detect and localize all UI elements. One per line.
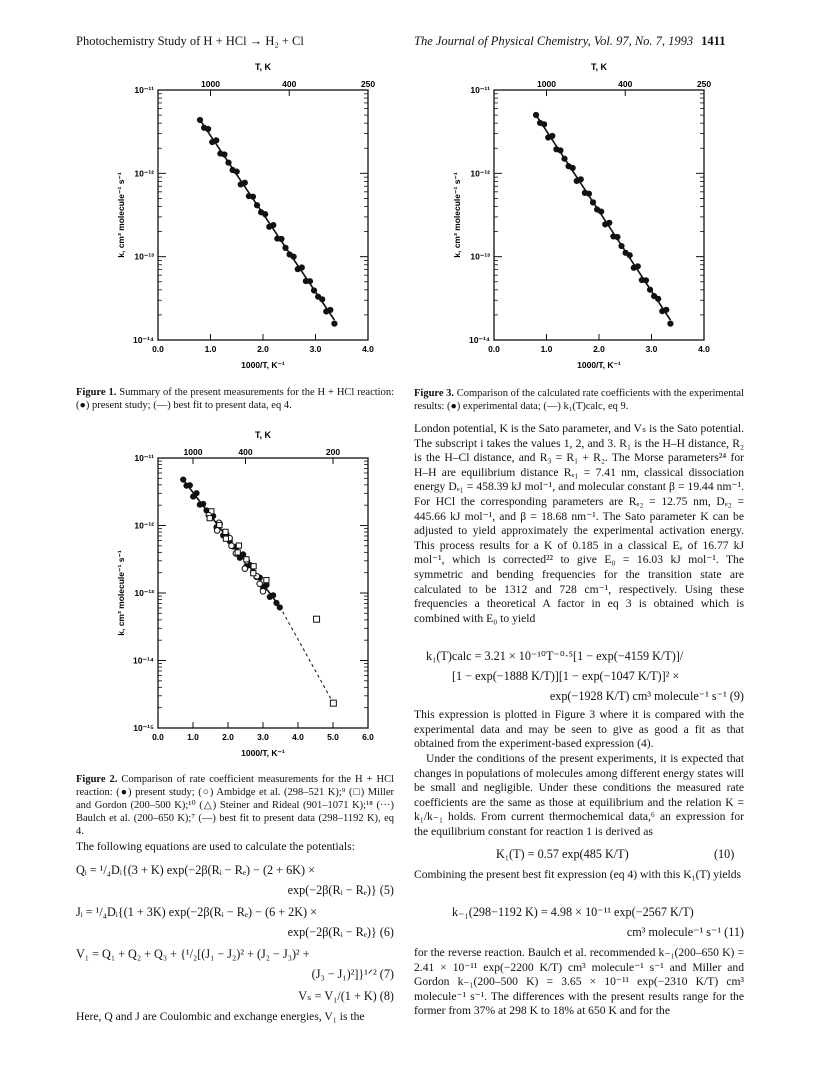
fig2-open-square xyxy=(264,578,269,583)
fig1-data-point xyxy=(234,168,240,174)
fig1-y-tick-label: 10⁻¹³ xyxy=(134,251,154,262)
fig2-open-circle xyxy=(214,528,220,534)
fig2-x-tick-label: 0.0 xyxy=(152,732,164,742)
page-number: 1411 xyxy=(701,34,726,48)
fig3-x-tick-label: 1.0 xyxy=(540,344,553,354)
fig1-y-tick-label: 10⁻¹² xyxy=(134,168,154,179)
fig3-x-tick-label: 2.0 xyxy=(593,344,605,354)
fig2-y-tick-label: 10⁻¹⁴ xyxy=(133,655,154,666)
fig1-data-point xyxy=(254,202,260,208)
fig1-top-tick-label: 250 xyxy=(360,79,376,89)
fig3-top-tick-label: 400 xyxy=(618,79,633,89)
right-paragraph-2: This expression is plotted in Figure 3 where it is compared with the experimental data and may be seen to give as good a fit as that obtained from the experiment-based expression (4). xyxy=(414,708,744,751)
fig1-x-tick-label: 4.0 xyxy=(362,344,374,354)
fig3-data-point xyxy=(667,321,673,327)
fig3-x-axis-title: 1000/T, K⁻¹ xyxy=(577,360,621,370)
fig1-top-tick-label: 400 xyxy=(282,79,297,89)
fig3-data-point xyxy=(533,112,539,118)
figure-2-svg xyxy=(110,428,380,758)
fig3-y-axis-title: k, cm³ molecule⁻¹ s⁻¹ xyxy=(452,172,462,258)
figure-1-caption-text: Summary of the present measurements for the H + HCl reaction: (●) present study; (—) best fit to present data, eq 4. xyxy=(76,387,394,411)
fig2-open-square xyxy=(207,516,212,521)
fig3-data-point xyxy=(561,156,567,162)
fig2-top-tick-label: 1000 xyxy=(183,447,203,457)
fig2-x-tick-label: 1.0 xyxy=(187,732,199,742)
fig1-x-tick-label: 0.0 xyxy=(152,344,164,354)
fig3-data-point xyxy=(541,121,547,127)
fig1-data-point xyxy=(205,126,211,132)
figure-2-caption-text: Comparison of rate coefficient measurements for the H + HCl reaction: (●) present study; (○) Ambidge et al. (298–521 K);⁹ (□) Miller and Gordon (200–500 K);¹⁰ (△) Steiner and Rideal (901–1071 K);¹⁸ (···) Baulch et al. (200–650 K);⁷ (—) best fit to present data (298–1192 K), eq 4. xyxy=(76,774,394,837)
fig3-x-tick-label: 4.0 xyxy=(698,344,710,354)
fig1-y-tick-label: 10⁻¹⁴ xyxy=(133,335,154,345)
figure-3-svg xyxy=(446,60,716,370)
fig2-open-square xyxy=(251,564,256,569)
fig1-data-point xyxy=(307,278,313,284)
equation-6-line-1: Jᵢ = ¹/₄Dᵢ{(1 + 3K) exp(−2β(Rᵢ − Rₑ) − (6 + 2K) × xyxy=(76,905,318,919)
figure-3-label: Figure 3. xyxy=(414,388,455,399)
fig2-data-point xyxy=(193,490,199,496)
figure-1-plot xyxy=(110,60,380,370)
fig1-y-axis-title: k, cm³ molecule⁻¹ s⁻¹ xyxy=(116,172,126,258)
figure-2-caption xyxy=(76,773,394,838)
fig2-open-square xyxy=(236,543,241,548)
fig3-data-point xyxy=(598,208,604,214)
fig2-open-square xyxy=(314,616,320,622)
fig2-open-square xyxy=(330,700,336,706)
journal-name: The Journal of Physical Chemistry, Vol. 97, No. 7, 1993 xyxy=(414,34,694,48)
fig2-x-tick-label: 6.0 xyxy=(362,732,374,742)
fig2-open-square xyxy=(244,557,249,562)
fig3-top-tick-label: 1000 xyxy=(537,79,556,89)
fig3-data-point xyxy=(663,307,669,313)
fig3-frame xyxy=(494,90,704,340)
equation-6-line-2: exp(−2β(Rᵢ − Rₑ)} (6) xyxy=(287,925,394,939)
fig2-data-point xyxy=(270,592,276,598)
fig1-data-point xyxy=(282,245,288,251)
fig1-data-point xyxy=(319,296,325,302)
equation-9-line-1: k₁(T)calc = 3.21 × 10⁻¹⁰T⁻⁰·⁵[1 − exp(−4159 K/T)]/ xyxy=(426,649,684,663)
fig2-open-circle xyxy=(229,543,235,549)
figure-3-caption-text: Comparison of the calculated rate coefficients with the experimental results: (●) experimental data; (—) k₁(T)calc, eq 9. xyxy=(414,388,745,412)
figure-1-caption xyxy=(76,386,394,412)
fig2-open-circle xyxy=(257,581,263,587)
equation-11-line-1: k₋₁(298−1192 K) = 4.98 × 10⁻¹¹ exp(−2567 K/T) xyxy=(452,905,694,919)
figure-3-plot xyxy=(446,60,716,370)
left-intro: The following equations are used to calculate the potentials: xyxy=(76,840,355,853)
fig3-data-point xyxy=(647,287,653,293)
fig1-data-point xyxy=(327,307,333,313)
fig2-dashed-line xyxy=(280,607,334,704)
fig3-top-tick-label: 250 xyxy=(696,79,712,89)
equation-7-line-1: V₁ = Q₁ + Q₂ + Q₃ + {¹/₂[(J₁ − J₂)² + (J₂ − J₃)² + xyxy=(76,947,310,961)
right-paragraph-5: for the reverse reaction. Baulch et al. recommended k₋₁(200–650 K) = 2.41 × 10⁻¹¹ exp(−2200 K/T) cm³ molecule⁻¹ s⁻¹ and Miller and Gordon k₋₁(200–500 K) = 3.65 × 10⁻¹¹ exp(−2310 K/T) cm³ molecule⁻¹ s⁻¹. The differences with the present results range for the former from 37% at 298 K to 18% at 650 K and for the xyxy=(414,946,744,1018)
fig1-top-tick-label: 1000 xyxy=(201,79,220,89)
fig1-data-point xyxy=(299,264,305,270)
fig2-open-circle xyxy=(242,566,248,572)
fig3-data-point xyxy=(586,191,592,197)
fig2-open-square xyxy=(235,550,240,555)
fig1-x-tick-label: 3.0 xyxy=(309,344,322,354)
fig2-top-tick-label: 400 xyxy=(238,447,253,457)
equation-11-line-2: cm³ molecule⁻¹ s⁻¹ (11) xyxy=(626,925,744,939)
equation-5-line-1: Qᵢ = ¹/₄Dᵢ{(3 + K) exp(−2β(Rᵢ − Rₑ) − (2 + 6K) × xyxy=(76,863,315,877)
fig3-data-point xyxy=(549,133,555,139)
fig1-data-point xyxy=(262,211,268,217)
fig1-data-point xyxy=(242,180,248,186)
fig2-y-axis-title: k, cm³ molecule⁻¹ s⁻¹ xyxy=(116,550,126,636)
fig3-y-tick-label: 10⁻¹¹ xyxy=(470,85,490,95)
fig2-open-circle xyxy=(260,588,266,594)
equation-10: K₁(T) = 0.57 exp(485 K/T) xyxy=(496,847,629,861)
equation-9-line-2: [1 − exp(−1888 K/T)][1 − exp(−1047 K/T)]² × xyxy=(452,669,680,683)
fig3-y-tick-label: 10⁻¹⁴ xyxy=(469,335,490,345)
fig1-x-axis-title: 1000/T, K⁻¹ xyxy=(241,360,285,370)
equation-9-line-3: exp(−1928 K/T) cm³ molecule⁻¹ s⁻¹ (9) xyxy=(549,689,744,703)
fig2-x-tick-label: 5.0 xyxy=(327,732,339,742)
fig2-y-tick-label: 10⁻¹¹ xyxy=(134,453,154,463)
running-head: Photochemistry Study of H + HCl → H₂ + Cl xyxy=(76,34,304,48)
fig2-x-axis-title: 1000/T, K⁻¹ xyxy=(241,748,285,758)
fig3-data-point xyxy=(557,147,563,153)
fig2-open-square xyxy=(223,536,228,541)
fig1-y-tick-label: 10⁻¹¹ xyxy=(134,85,154,95)
fig3-data-point xyxy=(614,234,620,240)
right-paragraph-1: London potential, K is the Sato parameter, and Vₛ is the Sato potential. The subscript i takes the values 1, 2, and 3. R₁ is the H–H distance, R₂ is the H–Cl distance, and R₃ = R₁ + R₂. The Morse parameters²⁴ for H–H are equilibrium distance Rₑ₁ = 7.41 nm, classical dissociation energy Dₑ₁ = 458.39 kJ mol⁻¹, and molecular constant β = 19.44 nm⁻¹. For HCl the corresponding parameters are Rₑ₂ = 12.75 nm, Dₑ₂ = 445.66 kJ mol⁻¹, and β = 18.68 nm⁻¹. The Sato parameter K can be adjusted to yield approximately the experimental activation energy. This process results for a K of 0.185 in a classical Eₑ of 16.77 kJ mol⁻¹, which is corrected²² to give E₀ = 16.03 kJ mol⁻¹. The symmetric and bending frequencies for the transition state are calculated to be 1312 and 728 cm⁻¹, respectively. Using these frequencies a theoretical A factor in eq 3 is obtained which is combined with E₀ to yield xyxy=(414,422,744,625)
fig2-y-tick-label: 10⁻¹³ xyxy=(134,588,154,598)
fig2-open-square xyxy=(251,571,256,576)
fig2-top-tick-label: 200 xyxy=(325,447,341,457)
fig1-top-axis-title: T, K xyxy=(254,62,272,72)
fig2-top-axis-title: T, K xyxy=(254,430,272,440)
fig3-data-point xyxy=(635,263,641,269)
fig1-x-tick-label: 1.0 xyxy=(204,344,217,354)
figure-3-caption xyxy=(414,387,744,413)
fig1-data-point xyxy=(278,236,284,242)
fig1-data-point xyxy=(213,137,219,143)
fig1-data-point xyxy=(311,287,317,293)
fig3-x-tick-label: 0.0 xyxy=(488,344,500,354)
fig2-x-tick-label: 3.0 xyxy=(257,732,269,742)
fig1-data-point xyxy=(291,254,297,260)
fig2-data-point xyxy=(187,482,193,488)
figure-1-label: Figure 1. xyxy=(76,387,117,398)
fig2-data-point xyxy=(180,477,186,483)
journal-citation xyxy=(414,34,725,49)
equation-10-number: (10) xyxy=(714,847,735,861)
left-outro: Here, Q and J are Coulombic and exchange energies, V₁ is the xyxy=(76,1010,365,1023)
fig1-data-point xyxy=(225,160,231,166)
fig2-y-tick-label: 10⁻¹⁵ xyxy=(133,723,154,733)
fig1-data-point xyxy=(331,321,337,327)
fig2-data-point xyxy=(277,604,283,610)
fig2-y-tick-label: 10⁻¹² xyxy=(134,520,154,531)
fig3-data-point xyxy=(655,296,661,302)
fig1-x-tick-label: 2.0 xyxy=(257,344,269,354)
fig3-data-point xyxy=(578,176,584,182)
fig3-x-tick-label: 3.0 xyxy=(645,344,658,354)
fig3-top-axis-title: T, K xyxy=(590,62,608,72)
fig2-x-tick-label: 2.0 xyxy=(222,732,234,742)
fig1-data-point xyxy=(270,222,276,228)
fig2-open-square xyxy=(217,522,222,527)
fig3-y-tick-label: 10⁻¹³ xyxy=(470,251,490,262)
fig3-data-point xyxy=(627,252,633,258)
fig2-x-tick-label: 4.0 xyxy=(292,732,304,742)
equation-5-line-2: exp(−2β(Rᵢ − Rₑ)} (5) xyxy=(287,883,394,897)
figure-1-svg xyxy=(110,60,380,370)
equation-7-line-2: (J₃ − J₁)²]}¹ᐟ² (7) xyxy=(311,967,394,981)
right-paragraph-3: Under the conditions of the present experiments, it is expected that changes in populations of molecules among different energy states will be small and negligible. Under these conditions the measured rate coefficients are the same as those at equilibrium and the relation K = k₁/k₋₁ holds. From current thermochemical data,⁶ an expression for the equilibrium constant for reaction 1 is derived as xyxy=(414,752,744,838)
fig3-data-point xyxy=(618,243,624,249)
equation-8: Vₛ = V₁/(1 + K) (8) xyxy=(298,989,394,1003)
fig1-data-point xyxy=(250,194,256,200)
fig3-data-point xyxy=(606,220,612,226)
fig1-data-point xyxy=(221,151,227,157)
fig3-data-point xyxy=(590,199,596,205)
right-paragraph-4: Combining the present best fit expression (eq 4) with this K₁(T) yields xyxy=(414,868,742,881)
fig2-open-square xyxy=(223,529,228,534)
figure-2-label: Figure 2. xyxy=(76,774,118,785)
fig1-data-point xyxy=(197,117,203,123)
fig2-data-point xyxy=(200,501,206,507)
fig3-y-tick-label: 10⁻¹² xyxy=(470,168,490,179)
figure-2-plot xyxy=(110,428,380,758)
fig3-data-point xyxy=(570,165,576,171)
fig3-data-point xyxy=(643,277,649,283)
